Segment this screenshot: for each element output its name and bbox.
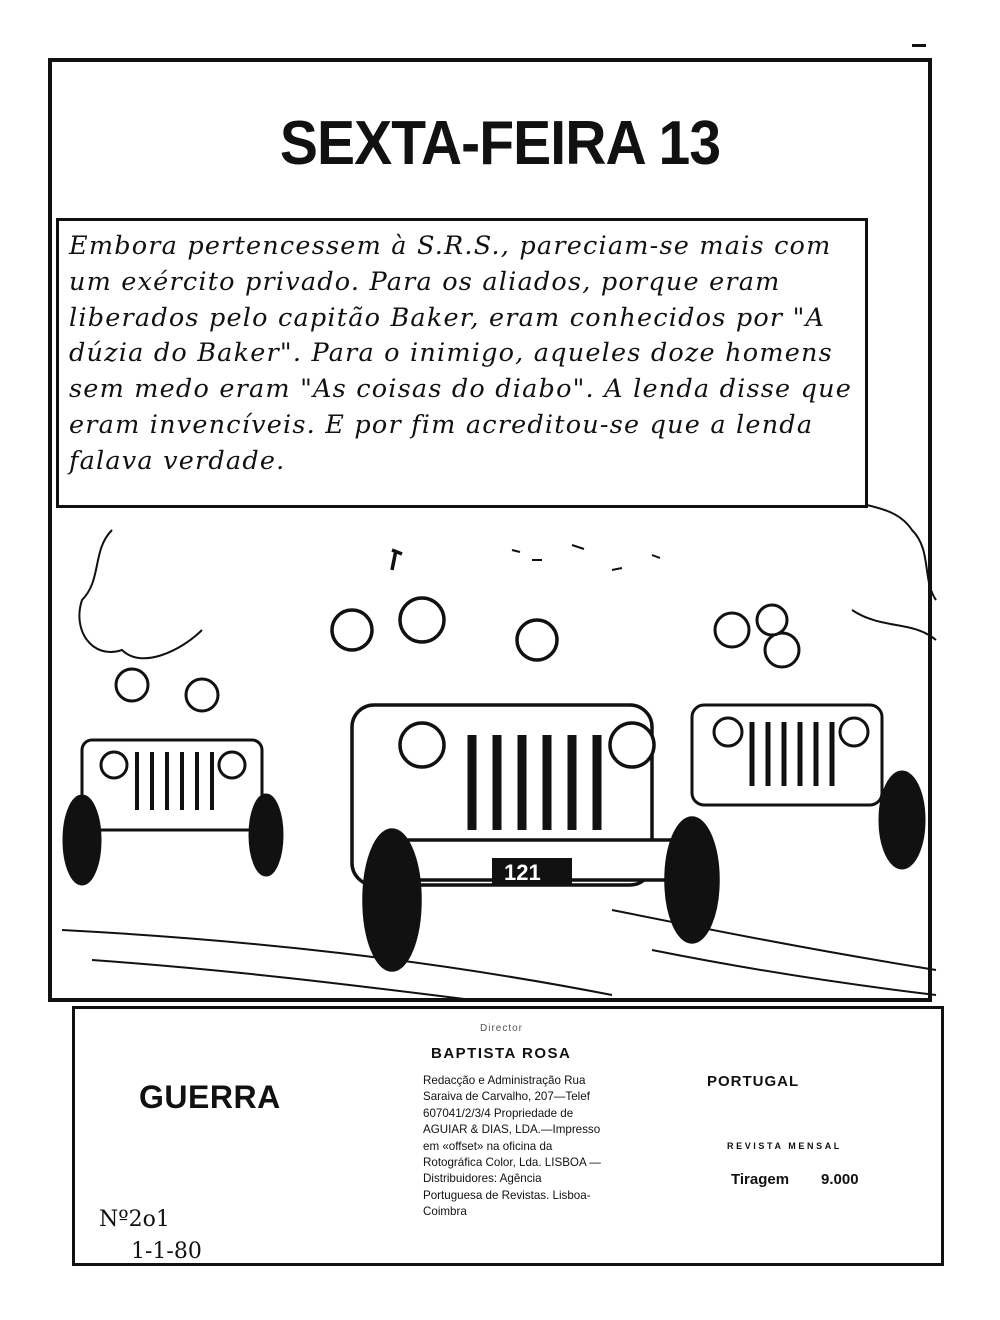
imprint-text: Redacção e Administração Rua Saraiva de Carvalho, 207—Telef 607041/2/3/4 Propriedade de AGUIAR & DIAS, LDA.—Impresso em «offset» na oficina da Rotográfica Color, Lda. LISBOA — Distribuidores: Agência Portuguesa de Revistas. Lisboa-Coimbra [423, 1074, 601, 1219]
jeep-right [692, 605, 924, 868]
road-line [652, 950, 936, 995]
caption-box [56, 218, 868, 508]
issue-date: 1-1-80 [131, 1239, 202, 1264]
periodicity-label: REVISTA MENSAL [727, 1141, 842, 1151]
caption-text: Embora pertencessem à S.R.S., pareciam-se mais com um exército privado. Para os aliados, porque eram liberados pelo capitão Baker, eram conhecidos por "A dúzia do Baker". Para o inimigo, aqueles doze homens sem medo eram "As coisas do diabo". A lenda disse que eram invencíveis. E por fim acreditou-se que a lenda falava verdade. [69, 231, 853, 476]
director-name: BAPTISTA ROSA [431, 1045, 572, 1062]
jeep-plate-number: 121 [504, 860, 541, 885]
masthead-box [72, 1006, 944, 1266]
print-run-value: 9.000 [821, 1171, 859, 1188]
director-label: Director [480, 1023, 524, 1034]
country-label: PORTUGAL [707, 1073, 800, 1090]
page-title: SEXTA-FEIRA 13 [279, 109, 721, 178]
road-line [62, 930, 612, 995]
corner-mark [912, 44, 926, 47]
smoke-wisps [512, 545, 660, 570]
jeep-center [332, 550, 718, 970]
smoke-cloud-left [79, 530, 202, 658]
road-line [612, 910, 936, 970]
road-line [92, 960, 472, 1000]
print-run-label: Tiragem [731, 1171, 790, 1188]
smoke-cloud-right [832, 490, 936, 640]
magazine-name: GUERRA [139, 1079, 281, 1115]
issue-number: Nº2o1 [99, 1207, 170, 1232]
jeep-left [64, 669, 282, 884]
jeep-illustration [52, 490, 940, 1002]
